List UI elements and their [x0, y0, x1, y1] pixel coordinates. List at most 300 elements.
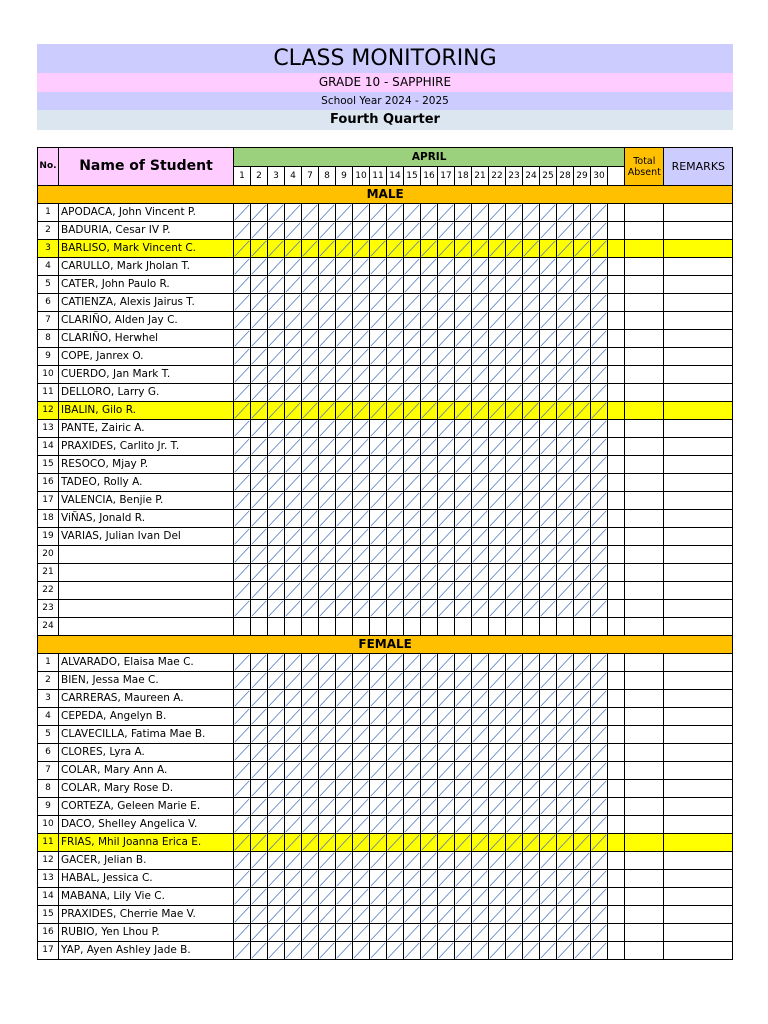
total-absent-cell[interactable] — [625, 438, 664, 456]
attendance-cell[interactable] — [353, 348, 370, 366]
attendance-cell[interactable] — [302, 834, 319, 852]
attendance-cell[interactable] — [540, 546, 557, 564]
attendance-cell[interactable] — [370, 690, 387, 708]
attendance-cell[interactable] — [251, 852, 268, 870]
attendance-cell[interactable] — [523, 312, 540, 330]
remarks-cell[interactable] — [664, 474, 733, 492]
total-absent-cell[interactable] — [625, 384, 664, 402]
attendance-cell[interactable] — [421, 510, 438, 528]
attendance-cell[interactable] — [421, 744, 438, 762]
student-name[interactable]: HABAL, Jessica C. — [59, 870, 234, 888]
attendance-cell[interactable] — [268, 654, 285, 672]
attendance-cell[interactable] — [336, 492, 353, 510]
attendance-cell[interactable] — [540, 654, 557, 672]
attendance-cell[interactable] — [268, 474, 285, 492]
attendance-cell[interactable] — [472, 420, 489, 438]
attendance-cell[interactable] — [455, 276, 472, 294]
attendance-cell[interactable] — [336, 906, 353, 924]
attendance-cell[interactable] — [251, 600, 268, 618]
attendance-cell[interactable] — [251, 780, 268, 798]
student-name[interactable]: DELLORO, Larry G. — [59, 384, 234, 402]
attendance-cell[interactable] — [574, 366, 591, 384]
attendance-cell[interactable] — [489, 834, 506, 852]
attendance-cell[interactable] — [319, 438, 336, 456]
attendance-cell[interactable] — [523, 510, 540, 528]
attendance-cell[interactable] — [404, 312, 421, 330]
attendance-cell[interactable] — [574, 312, 591, 330]
attendance-cell[interactable] — [540, 762, 557, 780]
attendance-cell[interactable] — [268, 384, 285, 402]
attendance-cell[interactable] — [574, 384, 591, 402]
student-name[interactable]: FRIAS, Mhil Joanna Erica E. — [59, 834, 234, 852]
attendance-cell[interactable] — [404, 240, 421, 258]
attendance-cell[interactable] — [404, 330, 421, 348]
attendance-cell[interactable] — [591, 564, 608, 582]
attendance-cell[interactable] — [302, 438, 319, 456]
total-absent-cell[interactable] — [625, 834, 664, 852]
attendance-cell[interactable] — [506, 402, 523, 420]
attendance-cell[interactable] — [251, 924, 268, 942]
attendance-cell[interactable] — [387, 546, 404, 564]
attendance-cell[interactable] — [285, 438, 302, 456]
attendance-cell[interactable] — [387, 834, 404, 852]
remarks-cell[interactable] — [664, 420, 733, 438]
attendance-cell[interactable] — [234, 528, 251, 546]
attendance-cell[interactable] — [302, 906, 319, 924]
attendance-cell[interactable] — [285, 240, 302, 258]
attendance-cell[interactable] — [336, 366, 353, 384]
remarks-cell[interactable] — [664, 258, 733, 276]
attendance-cell[interactable] — [472, 870, 489, 888]
attendance-cell[interactable] — [523, 942, 540, 960]
attendance-cell[interactable] — [608, 744, 625, 762]
total-absent-cell[interactable] — [625, 852, 664, 870]
remarks-cell[interactable] — [664, 204, 733, 222]
attendance-cell[interactable] — [506, 618, 523, 636]
attendance-cell[interactable] — [285, 672, 302, 690]
attendance-cell[interactable] — [336, 600, 353, 618]
attendance-cell[interactable] — [557, 330, 574, 348]
attendance-cell[interactable] — [540, 834, 557, 852]
attendance-cell[interactable] — [234, 888, 251, 906]
attendance-cell[interactable] — [506, 834, 523, 852]
attendance-cell[interactable] — [268, 834, 285, 852]
attendance-cell[interactable] — [302, 312, 319, 330]
total-absent-cell[interactable] — [625, 708, 664, 726]
attendance-cell[interactable] — [268, 708, 285, 726]
remarks-cell[interactable] — [664, 816, 733, 834]
attendance-cell[interactable] — [455, 456, 472, 474]
attendance-cell[interactable] — [608, 672, 625, 690]
attendance-cell[interactable] — [438, 420, 455, 438]
remarks-cell[interactable] — [664, 294, 733, 312]
attendance-cell[interactable] — [472, 654, 489, 672]
attendance-cell[interactable] — [489, 384, 506, 402]
attendance-cell[interactable] — [557, 510, 574, 528]
attendance-cell[interactable] — [234, 582, 251, 600]
attendance-cell[interactable] — [404, 384, 421, 402]
student-name[interactable]: MABANA, Lily Vie C. — [59, 888, 234, 906]
attendance-cell[interactable] — [387, 798, 404, 816]
total-absent-cell[interactable] — [625, 330, 664, 348]
attendance-cell[interactable] — [387, 438, 404, 456]
attendance-cell[interactable] — [506, 942, 523, 960]
attendance-cell[interactable] — [455, 312, 472, 330]
attendance-cell[interactable] — [506, 366, 523, 384]
attendance-cell[interactable] — [370, 456, 387, 474]
attendance-cell[interactable] — [404, 690, 421, 708]
attendance-cell[interactable] — [234, 204, 251, 222]
attendance-cell[interactable] — [387, 582, 404, 600]
attendance-cell[interactable] — [319, 456, 336, 474]
attendance-cell[interactable] — [336, 546, 353, 564]
attendance-cell[interactable] — [234, 798, 251, 816]
attendance-cell[interactable] — [370, 564, 387, 582]
attendance-cell[interactable] — [455, 366, 472, 384]
attendance-cell[interactable] — [268, 798, 285, 816]
attendance-cell[interactable] — [370, 600, 387, 618]
student-name[interactable]: CATER, John Paulo R. — [59, 276, 234, 294]
attendance-cell[interactable] — [574, 564, 591, 582]
attendance-cell[interactable] — [404, 438, 421, 456]
remarks-cell[interactable] — [664, 348, 733, 366]
attendance-cell[interactable] — [404, 402, 421, 420]
attendance-cell[interactable] — [438, 366, 455, 384]
attendance-cell[interactable] — [234, 654, 251, 672]
attendance-cell[interactable] — [336, 564, 353, 582]
attendance-cell[interactable] — [302, 690, 319, 708]
attendance-cell[interactable] — [540, 708, 557, 726]
attendance-cell[interactable] — [591, 204, 608, 222]
attendance-cell[interactable] — [404, 222, 421, 240]
attendance-cell[interactable] — [268, 528, 285, 546]
attendance-cell[interactable] — [489, 744, 506, 762]
attendance-cell[interactable] — [608, 240, 625, 258]
attendance-cell[interactable] — [353, 798, 370, 816]
attendance-cell[interactable] — [404, 816, 421, 834]
attendance-cell[interactable] — [370, 744, 387, 762]
attendance-cell[interactable] — [591, 402, 608, 420]
attendance-cell[interactable] — [353, 888, 370, 906]
attendance-cell[interactable] — [557, 672, 574, 690]
attendance-cell[interactable] — [472, 834, 489, 852]
attendance-cell[interactable] — [336, 582, 353, 600]
attendance-cell[interactable] — [353, 366, 370, 384]
attendance-cell[interactable] — [302, 780, 319, 798]
attendance-cell[interactable] — [234, 870, 251, 888]
attendance-cell[interactable] — [336, 672, 353, 690]
attendance-cell[interactable] — [574, 204, 591, 222]
attendance-cell[interactable] — [387, 348, 404, 366]
attendance-cell[interactable] — [251, 708, 268, 726]
attendance-cell[interactable] — [387, 510, 404, 528]
attendance-cell[interactable] — [370, 798, 387, 816]
attendance-cell[interactable] — [506, 600, 523, 618]
attendance-cell[interactable] — [421, 942, 438, 960]
attendance-cell[interactable] — [438, 870, 455, 888]
attendance-cell[interactable] — [251, 528, 268, 546]
attendance-cell[interactable] — [251, 834, 268, 852]
total-absent-cell[interactable] — [625, 276, 664, 294]
attendance-cell[interactable] — [523, 582, 540, 600]
attendance-cell[interactable] — [608, 474, 625, 492]
attendance-cell[interactable] — [574, 510, 591, 528]
attendance-cell[interactable] — [540, 510, 557, 528]
attendance-cell[interactable] — [302, 600, 319, 618]
attendance-cell[interactable] — [234, 816, 251, 834]
attendance-cell[interactable] — [234, 438, 251, 456]
attendance-cell[interactable] — [353, 942, 370, 960]
attendance-cell[interactable] — [404, 762, 421, 780]
attendance-cell[interactable] — [404, 852, 421, 870]
attendance-cell[interactable] — [438, 582, 455, 600]
attendance-cell[interactable] — [438, 888, 455, 906]
attendance-cell[interactable] — [489, 816, 506, 834]
attendance-cell[interactable] — [251, 546, 268, 564]
attendance-cell[interactable] — [370, 870, 387, 888]
total-absent-cell[interactable] — [625, 798, 664, 816]
total-absent-cell[interactable] — [625, 762, 664, 780]
attendance-cell[interactable] — [234, 780, 251, 798]
attendance-cell[interactable] — [353, 690, 370, 708]
attendance-cell[interactable] — [387, 492, 404, 510]
attendance-cell[interactable] — [472, 240, 489, 258]
attendance-cell[interactable] — [574, 690, 591, 708]
attendance-cell[interactable] — [336, 402, 353, 420]
attendance-cell[interactable] — [319, 222, 336, 240]
attendance-cell[interactable] — [455, 474, 472, 492]
attendance-cell[interactable] — [251, 906, 268, 924]
attendance-cell[interactable] — [489, 528, 506, 546]
attendance-cell[interactable] — [438, 816, 455, 834]
attendance-cell[interactable] — [421, 690, 438, 708]
attendance-cell[interactable] — [591, 222, 608, 240]
attendance-cell[interactable] — [285, 654, 302, 672]
attendance-cell[interactable] — [540, 924, 557, 942]
attendance-cell[interactable] — [285, 402, 302, 420]
remarks-cell[interactable] — [664, 456, 733, 474]
attendance-cell[interactable] — [302, 744, 319, 762]
attendance-cell[interactable] — [523, 492, 540, 510]
attendance-cell[interactable] — [234, 366, 251, 384]
attendance-cell[interactable] — [557, 798, 574, 816]
attendance-cell[interactable] — [540, 366, 557, 384]
attendance-cell[interactable] — [353, 474, 370, 492]
attendance-cell[interactable] — [336, 348, 353, 366]
attendance-cell[interactable] — [438, 906, 455, 924]
attendance-cell[interactable] — [540, 420, 557, 438]
attendance-cell[interactable] — [489, 492, 506, 510]
attendance-cell[interactable] — [557, 834, 574, 852]
attendance-cell[interactable] — [234, 546, 251, 564]
total-absent-cell[interactable] — [625, 924, 664, 942]
attendance-cell[interactable] — [251, 618, 268, 636]
remarks-cell[interactable] — [664, 690, 733, 708]
remarks-cell[interactable] — [664, 582, 733, 600]
attendance-cell[interactable] — [353, 654, 370, 672]
attendance-cell[interactable] — [336, 294, 353, 312]
attendance-cell[interactable] — [319, 240, 336, 258]
attendance-cell[interactable] — [540, 384, 557, 402]
attendance-cell[interactable] — [591, 384, 608, 402]
attendance-cell[interactable] — [489, 888, 506, 906]
attendance-cell[interactable] — [489, 438, 506, 456]
attendance-cell[interactable] — [472, 690, 489, 708]
total-absent-cell[interactable] — [625, 528, 664, 546]
attendance-cell[interactable] — [608, 312, 625, 330]
attendance-cell[interactable] — [523, 708, 540, 726]
attendance-cell[interactable] — [455, 798, 472, 816]
attendance-cell[interactable] — [608, 654, 625, 672]
attendance-cell[interactable] — [370, 510, 387, 528]
attendance-cell[interactable] — [268, 870, 285, 888]
student-name[interactable]: CATIENZA, Alexis Jairus T. — [59, 294, 234, 312]
attendance-cell[interactable] — [336, 690, 353, 708]
total-absent-cell[interactable] — [625, 456, 664, 474]
attendance-cell[interactable] — [608, 582, 625, 600]
attendance-cell[interactable] — [591, 276, 608, 294]
attendance-cell[interactable] — [557, 420, 574, 438]
attendance-cell[interactable] — [472, 816, 489, 834]
attendance-cell[interactable] — [234, 222, 251, 240]
attendance-cell[interactable] — [557, 726, 574, 744]
attendance-cell[interactable] — [557, 402, 574, 420]
attendance-cell[interactable] — [268, 294, 285, 312]
remarks-cell[interactable] — [664, 852, 733, 870]
attendance-cell[interactable] — [557, 492, 574, 510]
attendance-cell[interactable] — [472, 582, 489, 600]
attendance-cell[interactable] — [591, 924, 608, 942]
attendance-cell[interactable] — [319, 870, 336, 888]
attendance-cell[interactable] — [387, 942, 404, 960]
attendance-cell[interactable] — [574, 402, 591, 420]
attendance-cell[interactable] — [574, 276, 591, 294]
attendance-cell[interactable] — [438, 762, 455, 780]
attendance-cell[interactable] — [387, 708, 404, 726]
attendance-cell[interactable] — [472, 672, 489, 690]
attendance-cell[interactable] — [251, 564, 268, 582]
attendance-cell[interactable] — [251, 690, 268, 708]
attendance-cell[interactable] — [234, 618, 251, 636]
attendance-cell[interactable] — [302, 816, 319, 834]
attendance-cell[interactable] — [523, 618, 540, 636]
attendance-cell[interactable] — [489, 258, 506, 276]
attendance-cell[interactable] — [455, 402, 472, 420]
attendance-cell[interactable] — [285, 330, 302, 348]
attendance-cell[interactable] — [404, 726, 421, 744]
attendance-cell[interactable] — [302, 924, 319, 942]
attendance-cell[interactable] — [540, 600, 557, 618]
attendance-cell[interactable] — [438, 222, 455, 240]
attendance-cell[interactable] — [234, 258, 251, 276]
attendance-cell[interactable] — [387, 618, 404, 636]
attendance-cell[interactable] — [489, 456, 506, 474]
attendance-cell[interactable] — [523, 384, 540, 402]
attendance-cell[interactable] — [506, 240, 523, 258]
attendance-cell[interactable] — [268, 852, 285, 870]
attendance-cell[interactable] — [353, 258, 370, 276]
attendance-cell[interactable] — [268, 582, 285, 600]
attendance-cell[interactable] — [353, 618, 370, 636]
total-absent-cell[interactable] — [625, 366, 664, 384]
attendance-cell[interactable] — [455, 564, 472, 582]
attendance-cell[interactable] — [370, 474, 387, 492]
attendance-cell[interactable] — [370, 366, 387, 384]
attendance-cell[interactable] — [336, 456, 353, 474]
attendance-cell[interactable] — [319, 600, 336, 618]
attendance-cell[interactable] — [404, 564, 421, 582]
attendance-cell[interactable] — [506, 762, 523, 780]
attendance-cell[interactable] — [268, 546, 285, 564]
attendance-cell[interactable] — [455, 762, 472, 780]
attendance-cell[interactable] — [506, 384, 523, 402]
attendance-cell[interactable] — [506, 564, 523, 582]
attendance-cell[interactable] — [319, 546, 336, 564]
attendance-cell[interactable] — [489, 924, 506, 942]
attendance-cell[interactable] — [523, 474, 540, 492]
attendance-cell[interactable] — [438, 834, 455, 852]
attendance-cell[interactable] — [353, 420, 370, 438]
attendance-cell[interactable] — [268, 258, 285, 276]
attendance-cell[interactable] — [268, 348, 285, 366]
attendance-cell[interactable] — [472, 384, 489, 402]
attendance-cell[interactable] — [472, 942, 489, 960]
attendance-cell[interactable] — [438, 384, 455, 402]
attendance-cell[interactable] — [370, 834, 387, 852]
total-absent-cell[interactable] — [625, 510, 664, 528]
attendance-cell[interactable] — [370, 816, 387, 834]
student-name[interactable]: DACO, Shelley Angelica V. — [59, 816, 234, 834]
attendance-cell[interactable] — [353, 870, 370, 888]
attendance-cell[interactable] — [540, 852, 557, 870]
attendance-cell[interactable] — [285, 420, 302, 438]
attendance-cell[interactable] — [268, 564, 285, 582]
attendance-cell[interactable] — [370, 402, 387, 420]
attendance-cell[interactable] — [472, 924, 489, 942]
attendance-cell[interactable] — [506, 906, 523, 924]
attendance-cell[interactable] — [421, 726, 438, 744]
attendance-cell[interactable] — [574, 834, 591, 852]
attendance-cell[interactable] — [489, 402, 506, 420]
attendance-cell[interactable] — [319, 744, 336, 762]
attendance-cell[interactable] — [455, 780, 472, 798]
attendance-cell[interactable] — [455, 708, 472, 726]
attendance-cell[interactable] — [404, 708, 421, 726]
attendance-cell[interactable] — [455, 600, 472, 618]
attendance-cell[interactable] — [353, 564, 370, 582]
attendance-cell[interactable] — [591, 816, 608, 834]
attendance-cell[interactable] — [268, 438, 285, 456]
attendance-cell[interactable] — [574, 942, 591, 960]
total-absent-cell[interactable] — [625, 258, 664, 276]
attendance-cell[interactable] — [591, 744, 608, 762]
attendance-cell[interactable] — [353, 456, 370, 474]
attendance-cell[interactable] — [438, 312, 455, 330]
attendance-cell[interactable] — [336, 618, 353, 636]
total-absent-cell[interactable] — [625, 582, 664, 600]
attendance-cell[interactable] — [438, 240, 455, 258]
total-absent-cell[interactable] — [625, 546, 664, 564]
attendance-cell[interactable] — [574, 852, 591, 870]
attendance-cell[interactable] — [489, 204, 506, 222]
attendance-cell[interactable] — [319, 402, 336, 420]
attendance-cell[interactable] — [370, 708, 387, 726]
total-absent-cell[interactable] — [625, 204, 664, 222]
attendance-cell[interactable] — [421, 222, 438, 240]
attendance-cell[interactable] — [285, 798, 302, 816]
attendance-cell[interactable] — [302, 798, 319, 816]
attendance-cell[interactable] — [285, 708, 302, 726]
